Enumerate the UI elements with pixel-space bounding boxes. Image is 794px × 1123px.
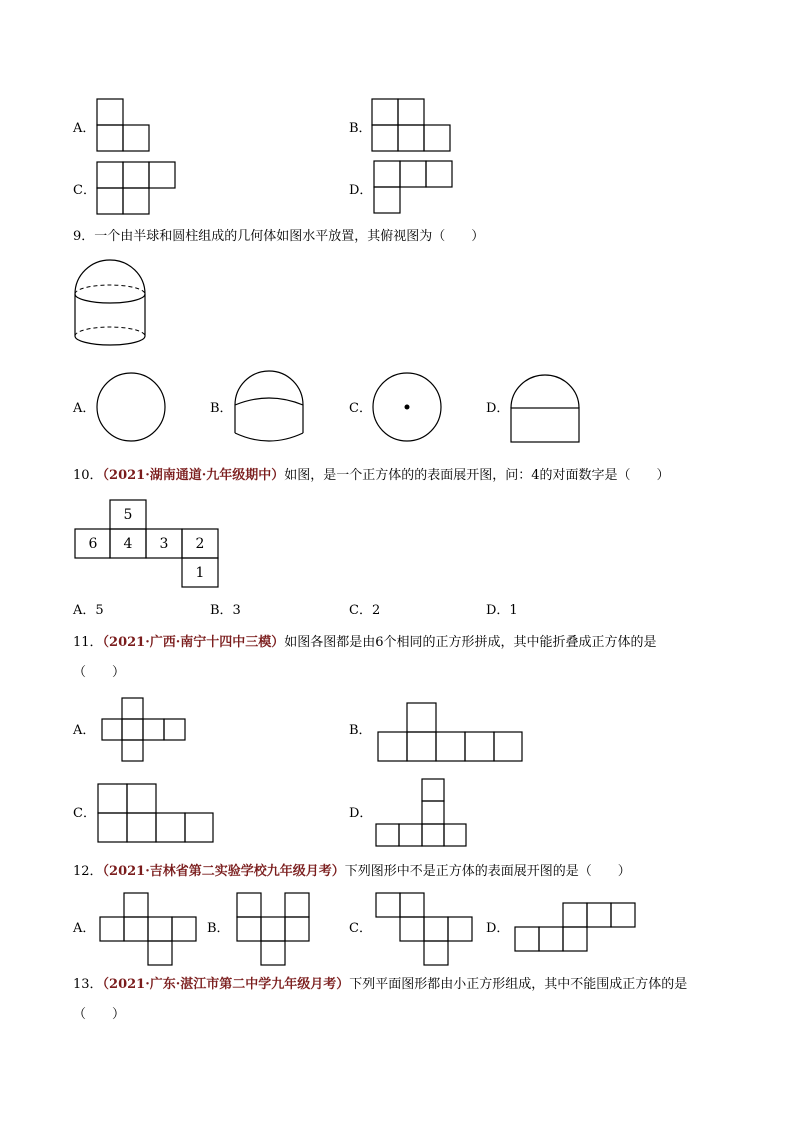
q9-stem-text: 一个由半球和圆柱组成的几何体如图水平放置，其俯视图为（ ） [94,229,485,244]
q10-option-b: B．3 [210,603,241,618]
q12-option-a-label: A． [73,921,96,936]
q11-option-c-label: C． [73,806,96,821]
q13-source: （2021·广东·湛江市第二中学九年级月考） [102,977,350,992]
q8-option-c-figure [97,162,177,217]
q10-net-label: 4 [123,536,133,552]
q10-net-label: 3 [159,536,169,552]
q11-option-d-figure [375,778,469,850]
q8-option-a-figure [97,99,152,154]
q8-option-b-label: B． [349,121,372,136]
q9-stem [73,229,484,245]
q9-option-b-label: B． [210,401,233,416]
q10-option-d: D．1 [486,603,518,618]
q11-option-a-label: A． [73,723,96,738]
q10-stem [73,468,670,484]
q9-option-c-label: C． [349,401,372,416]
q11-stem [73,635,657,651]
q8-option-d-label: D． [349,183,373,198]
q10-net-label: 1 [195,565,205,581]
q9-option-a-figure [96,372,168,444]
q11-option-a-figure [101,697,189,765]
q13-stem [73,977,687,993]
q9-option-c-figure [372,372,444,444]
q11-paren: （ ） [73,665,126,680]
q9-option-a-label: A． [73,401,96,416]
q11-option-b-label: B． [349,723,372,738]
q10-net-label: 5 [123,507,133,523]
q12-option-d-label: D． [486,921,510,936]
q13-stem-text: 下列平面图形都由小正方形组成，其中不能围成正方体的是 [349,977,688,992]
q10-stem-text: 如图，是一个正方体的的表面展开图，问：4的对面数字是（ ） [284,468,670,483]
q13-paren: （ ） [73,1007,126,1022]
q11-option-d-label: D． [349,806,373,821]
q11-stem-text: 如图各图都是由6个相同的正方形拼成，其中能折叠成正方体的是 [284,635,657,650]
q12-number: 12． [73,864,103,879]
q12-source: （2021·吉林省第二实验学校九年级月考） [102,864,345,879]
q11-source: （2021·广西·南宁十四中三模） [102,635,285,650]
q12-stem [73,864,631,880]
q12-option-a-figure [99,892,201,968]
q12-option-b-figure [236,892,312,968]
q10-number: 10． [73,468,103,483]
q10-net-label: 6 [88,536,98,552]
q8-option-b-figure [372,99,452,154]
q11-option-c-figure [97,783,217,845]
q12-option-c-figure [375,892,475,968]
q10-net-label: 2 [195,536,205,552]
q8-option-d-figure [374,161,454,216]
q9-option-d-label: D． [486,401,510,416]
q10-option-a: A．5 [73,603,104,618]
q12-option-c-label: C． [349,921,372,936]
q12-option-b-label: B． [207,921,230,936]
q8-option-a-label: A． [73,121,96,136]
q10-option-c: C．2 [349,603,381,618]
q12-stem-text: 下列图形中不是正方体的表面展开图的是（ ） [344,864,631,879]
q9-option-b-figure [234,369,306,444]
q9-option-d-figure [510,374,582,446]
q13-number: 13． [73,977,103,992]
q11-option-b-figure [377,702,525,764]
q10-source: （2021·湖南通道·九年级期中） [102,468,285,483]
q9-solid-figure [71,256,151,350]
q8-option-c-label: C． [73,183,96,198]
q11-number: 11． [73,635,103,650]
q12-option-d-figure [514,902,638,954]
q9-number: 9． [73,229,95,244]
